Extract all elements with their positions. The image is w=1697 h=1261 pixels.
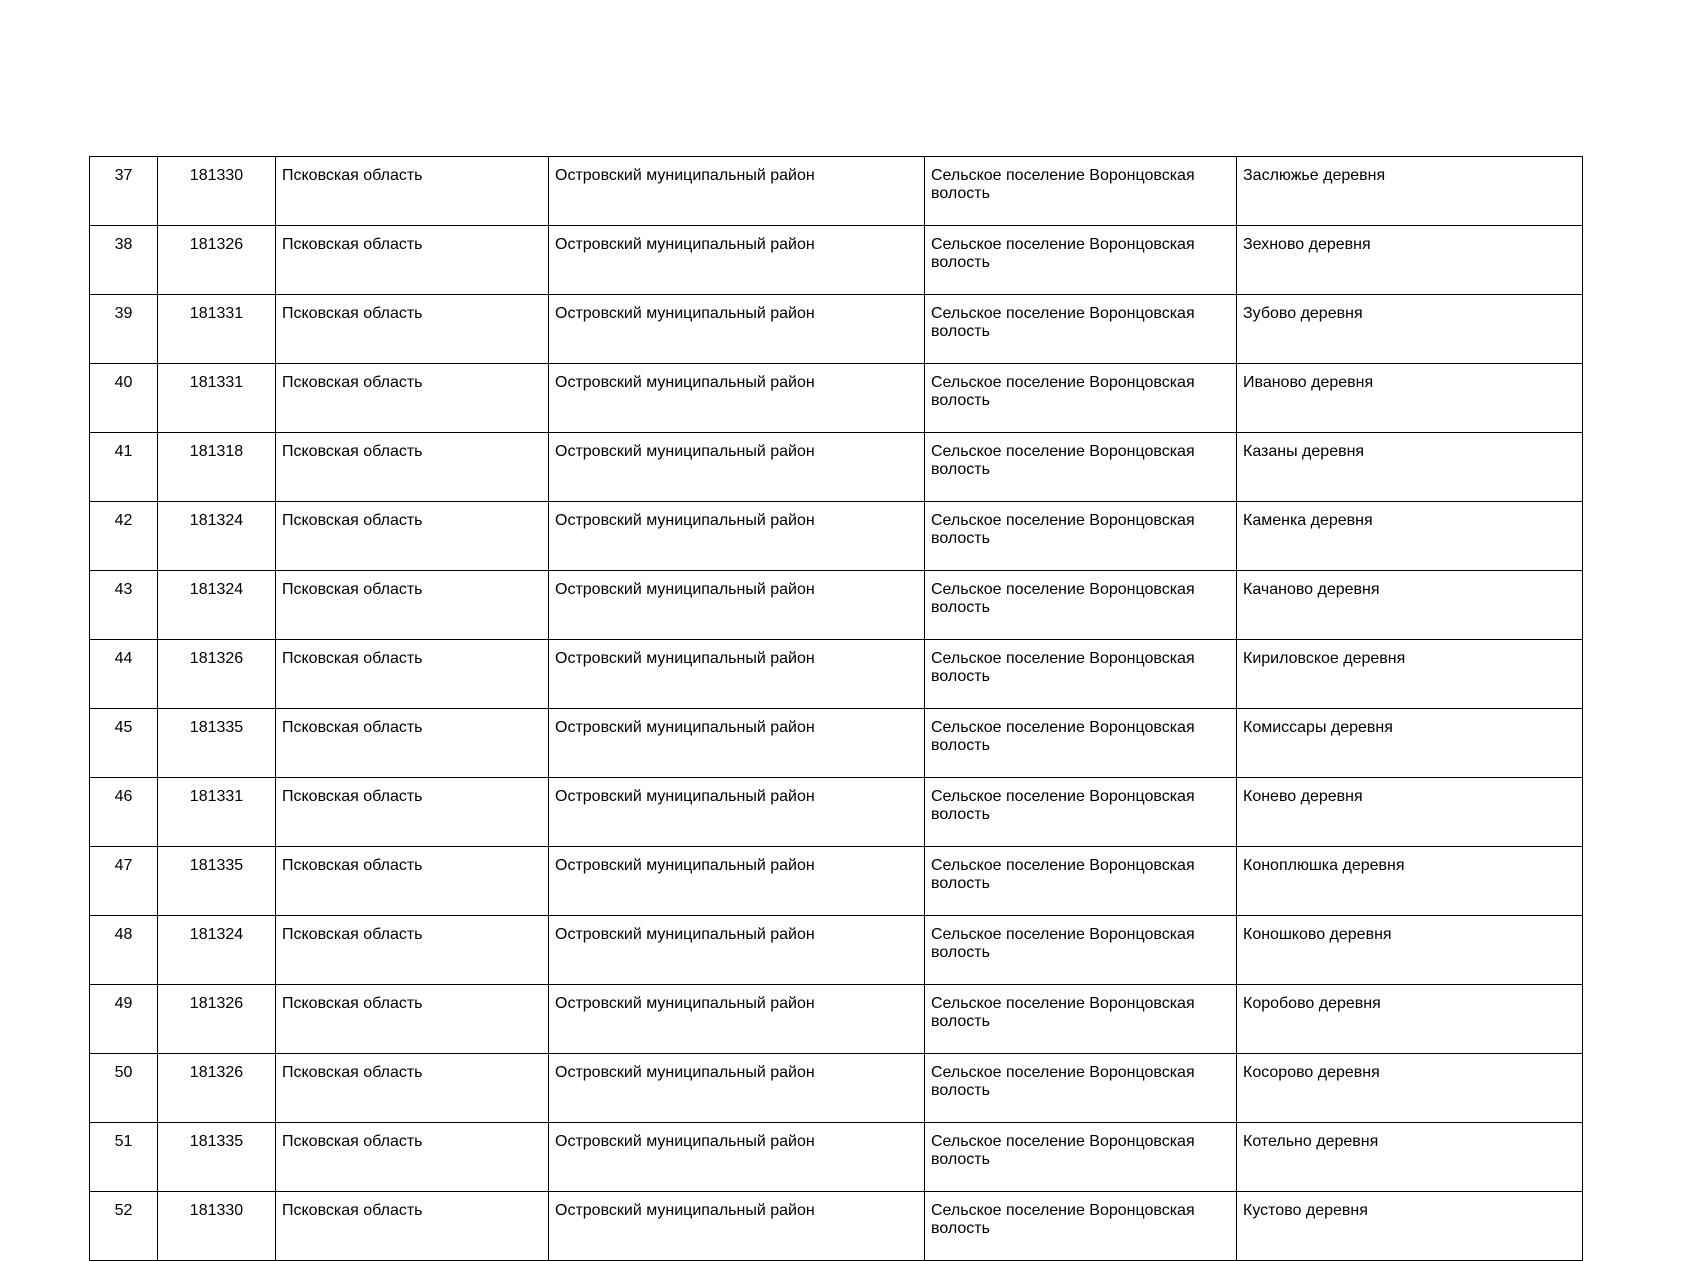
- locality-cell: Коноплюшка деревня: [1237, 847, 1583, 916]
- settlement-cell: Сельское поселение Воронцовская волость: [925, 571, 1237, 640]
- table-row: [90, 157, 1583, 226]
- district-cell: Островский муниципальный район: [549, 640, 925, 709]
- district-cell: Островский муниципальный район: [549, 571, 925, 640]
- table-row: [90, 916, 1583, 985]
- district-cell: Островский муниципальный район: [549, 1192, 925, 1261]
- locality-cell: Кустово деревня: [1237, 1192, 1583, 1261]
- district-cell: Островский муниципальный район: [549, 1054, 925, 1123]
- region-cell: Псковская область: [276, 847, 549, 916]
- table-row: [90, 778, 1583, 847]
- postal-index-cell: 181335: [158, 709, 276, 778]
- postal-index-cell: 181331: [158, 778, 276, 847]
- row-number-cell: 38: [90, 226, 158, 295]
- row-number-cell: 51: [90, 1123, 158, 1192]
- row-number-cell: 48: [90, 916, 158, 985]
- locality-cell: Заслюжье деревня: [1237, 157, 1583, 226]
- settlement-cell: Сельское поселение Воронцовская волость: [925, 1192, 1237, 1261]
- region-cell: Псковская область: [276, 433, 549, 502]
- postal-index-cell: 181326: [158, 640, 276, 709]
- region-cell: Псковская область: [276, 295, 549, 364]
- row-number-cell: 46: [90, 778, 158, 847]
- settlement-cell: Сельское поселение Воронцовская волость: [925, 295, 1237, 364]
- locality-cell: Качаново деревня: [1237, 571, 1583, 640]
- district-cell: Островский муниципальный район: [549, 226, 925, 295]
- settlement-cell: Сельское поселение Воронцовская волость: [925, 364, 1237, 433]
- district-cell: Островский муниципальный район: [549, 364, 925, 433]
- table-row: [90, 709, 1583, 778]
- district-cell: Островский муниципальный район: [549, 709, 925, 778]
- district-cell: Островский муниципальный район: [549, 157, 925, 226]
- locality-cell: Казаны деревня: [1237, 433, 1583, 502]
- locality-cell: Зубово деревня: [1237, 295, 1583, 364]
- table-row: [90, 226, 1583, 295]
- postal-index-cell: 181326: [158, 985, 276, 1054]
- region-cell: Псковская область: [276, 1123, 549, 1192]
- row-number-cell: 49: [90, 985, 158, 1054]
- row-number-cell: 41: [90, 433, 158, 502]
- settlement-cell: Сельское поселение Воронцовская волость: [925, 433, 1237, 502]
- table-body: [90, 157, 1583, 1261]
- row-number-cell: 50: [90, 1054, 158, 1123]
- table-row: [90, 847, 1583, 916]
- postal-index-cell: 181335: [158, 1123, 276, 1192]
- row-number-cell: 45: [90, 709, 158, 778]
- table-row: [90, 1054, 1583, 1123]
- locality-cell: Конево деревня: [1237, 778, 1583, 847]
- locality-cell: Иваново деревня: [1237, 364, 1583, 433]
- row-number-cell: 47: [90, 847, 158, 916]
- postal-index-cell: 181330: [158, 157, 276, 226]
- district-cell: Островский муниципальный район: [549, 985, 925, 1054]
- district-cell: Островский муниципальный район: [549, 778, 925, 847]
- district-cell: Островский муниципальный район: [549, 295, 925, 364]
- settlement-cell: Сельское поселение Воронцовская волость: [925, 778, 1237, 847]
- region-cell: Псковская область: [276, 364, 549, 433]
- postal-index-cell: 181331: [158, 295, 276, 364]
- settlement-cell: Сельское поселение Воронцовская волость: [925, 985, 1237, 1054]
- region-cell: Псковская область: [276, 157, 549, 226]
- settlement-cell: Сельское поселение Воронцовская волость: [925, 226, 1237, 295]
- region-cell: Псковская область: [276, 916, 549, 985]
- locality-cell: Котельно деревня: [1237, 1123, 1583, 1192]
- postal-index-cell: 181324: [158, 916, 276, 985]
- region-cell: Псковская область: [276, 1192, 549, 1261]
- settlement-cell: Сельское поселение Воронцовская волость: [925, 157, 1237, 226]
- settlement-cell: Сельское поселение Воронцовская волость: [925, 847, 1237, 916]
- district-cell: Островский муниципальный район: [549, 502, 925, 571]
- table-row: [90, 571, 1583, 640]
- table-row: [90, 1192, 1583, 1261]
- settlement-cell: Сельское поселение Воронцовская волость: [925, 916, 1237, 985]
- region-cell: Псковская область: [276, 1054, 549, 1123]
- region-cell: Псковская область: [276, 571, 549, 640]
- postal-index-cell: 181318: [158, 433, 276, 502]
- settlement-cell: Сельское поселение Воронцовская волость: [925, 640, 1237, 709]
- table-row: [90, 640, 1583, 709]
- locality-cell: Каменка деревня: [1237, 502, 1583, 571]
- row-number-cell: 37: [90, 157, 158, 226]
- settlement-cell: Сельское поселение Воронцовская волость: [925, 1054, 1237, 1123]
- region-cell: Псковская область: [276, 640, 549, 709]
- district-cell: Островский муниципальный район: [549, 847, 925, 916]
- locality-cell: Кириловское деревня: [1237, 640, 1583, 709]
- region-cell: Псковская область: [276, 502, 549, 571]
- row-number-cell: 52: [90, 1192, 158, 1261]
- district-cell: Островский муниципальный район: [549, 1123, 925, 1192]
- locality-cell: Зехново деревня: [1237, 226, 1583, 295]
- settlement-cell: Сельское поселение Воронцовская волость: [925, 502, 1237, 571]
- locality-cell: Коробово деревня: [1237, 985, 1583, 1054]
- row-number-cell: 40: [90, 364, 158, 433]
- settlement-cell: Сельское поселение Воронцовская волость: [925, 1123, 1237, 1192]
- region-cell: Псковская область: [276, 778, 549, 847]
- row-number-cell: 39: [90, 295, 158, 364]
- postal-index-cell: 181324: [158, 571, 276, 640]
- table-row: [90, 433, 1583, 502]
- settlement-cell: Сельское поселение Воронцовская волость: [925, 709, 1237, 778]
- district-cell: Островский муниципальный район: [549, 916, 925, 985]
- address-table: [89, 156, 1583, 1261]
- row-number-cell: 43: [90, 571, 158, 640]
- table-row: [90, 502, 1583, 571]
- region-cell: Псковская область: [276, 985, 549, 1054]
- table-row: [90, 985, 1583, 1054]
- row-number-cell: 44: [90, 640, 158, 709]
- locality-cell: Комиссары деревня: [1237, 709, 1583, 778]
- postal-index-cell: 181326: [158, 1054, 276, 1123]
- postal-index-cell: 181326: [158, 226, 276, 295]
- table-row: [90, 1123, 1583, 1192]
- row-number-cell: 42: [90, 502, 158, 571]
- locality-cell: Косорово деревня: [1237, 1054, 1583, 1123]
- locality-cell: Коношково деревня: [1237, 916, 1583, 985]
- table-row: [90, 295, 1583, 364]
- region-cell: Псковская область: [276, 226, 549, 295]
- postal-index-cell: 181324: [158, 502, 276, 571]
- postal-index-cell: 181330: [158, 1192, 276, 1261]
- table-row: [90, 364, 1583, 433]
- postal-index-cell: 181335: [158, 847, 276, 916]
- postal-index-cell: 181331: [158, 364, 276, 433]
- district-cell: Островский муниципальный район: [549, 433, 925, 502]
- region-cell: Псковская область: [276, 709, 549, 778]
